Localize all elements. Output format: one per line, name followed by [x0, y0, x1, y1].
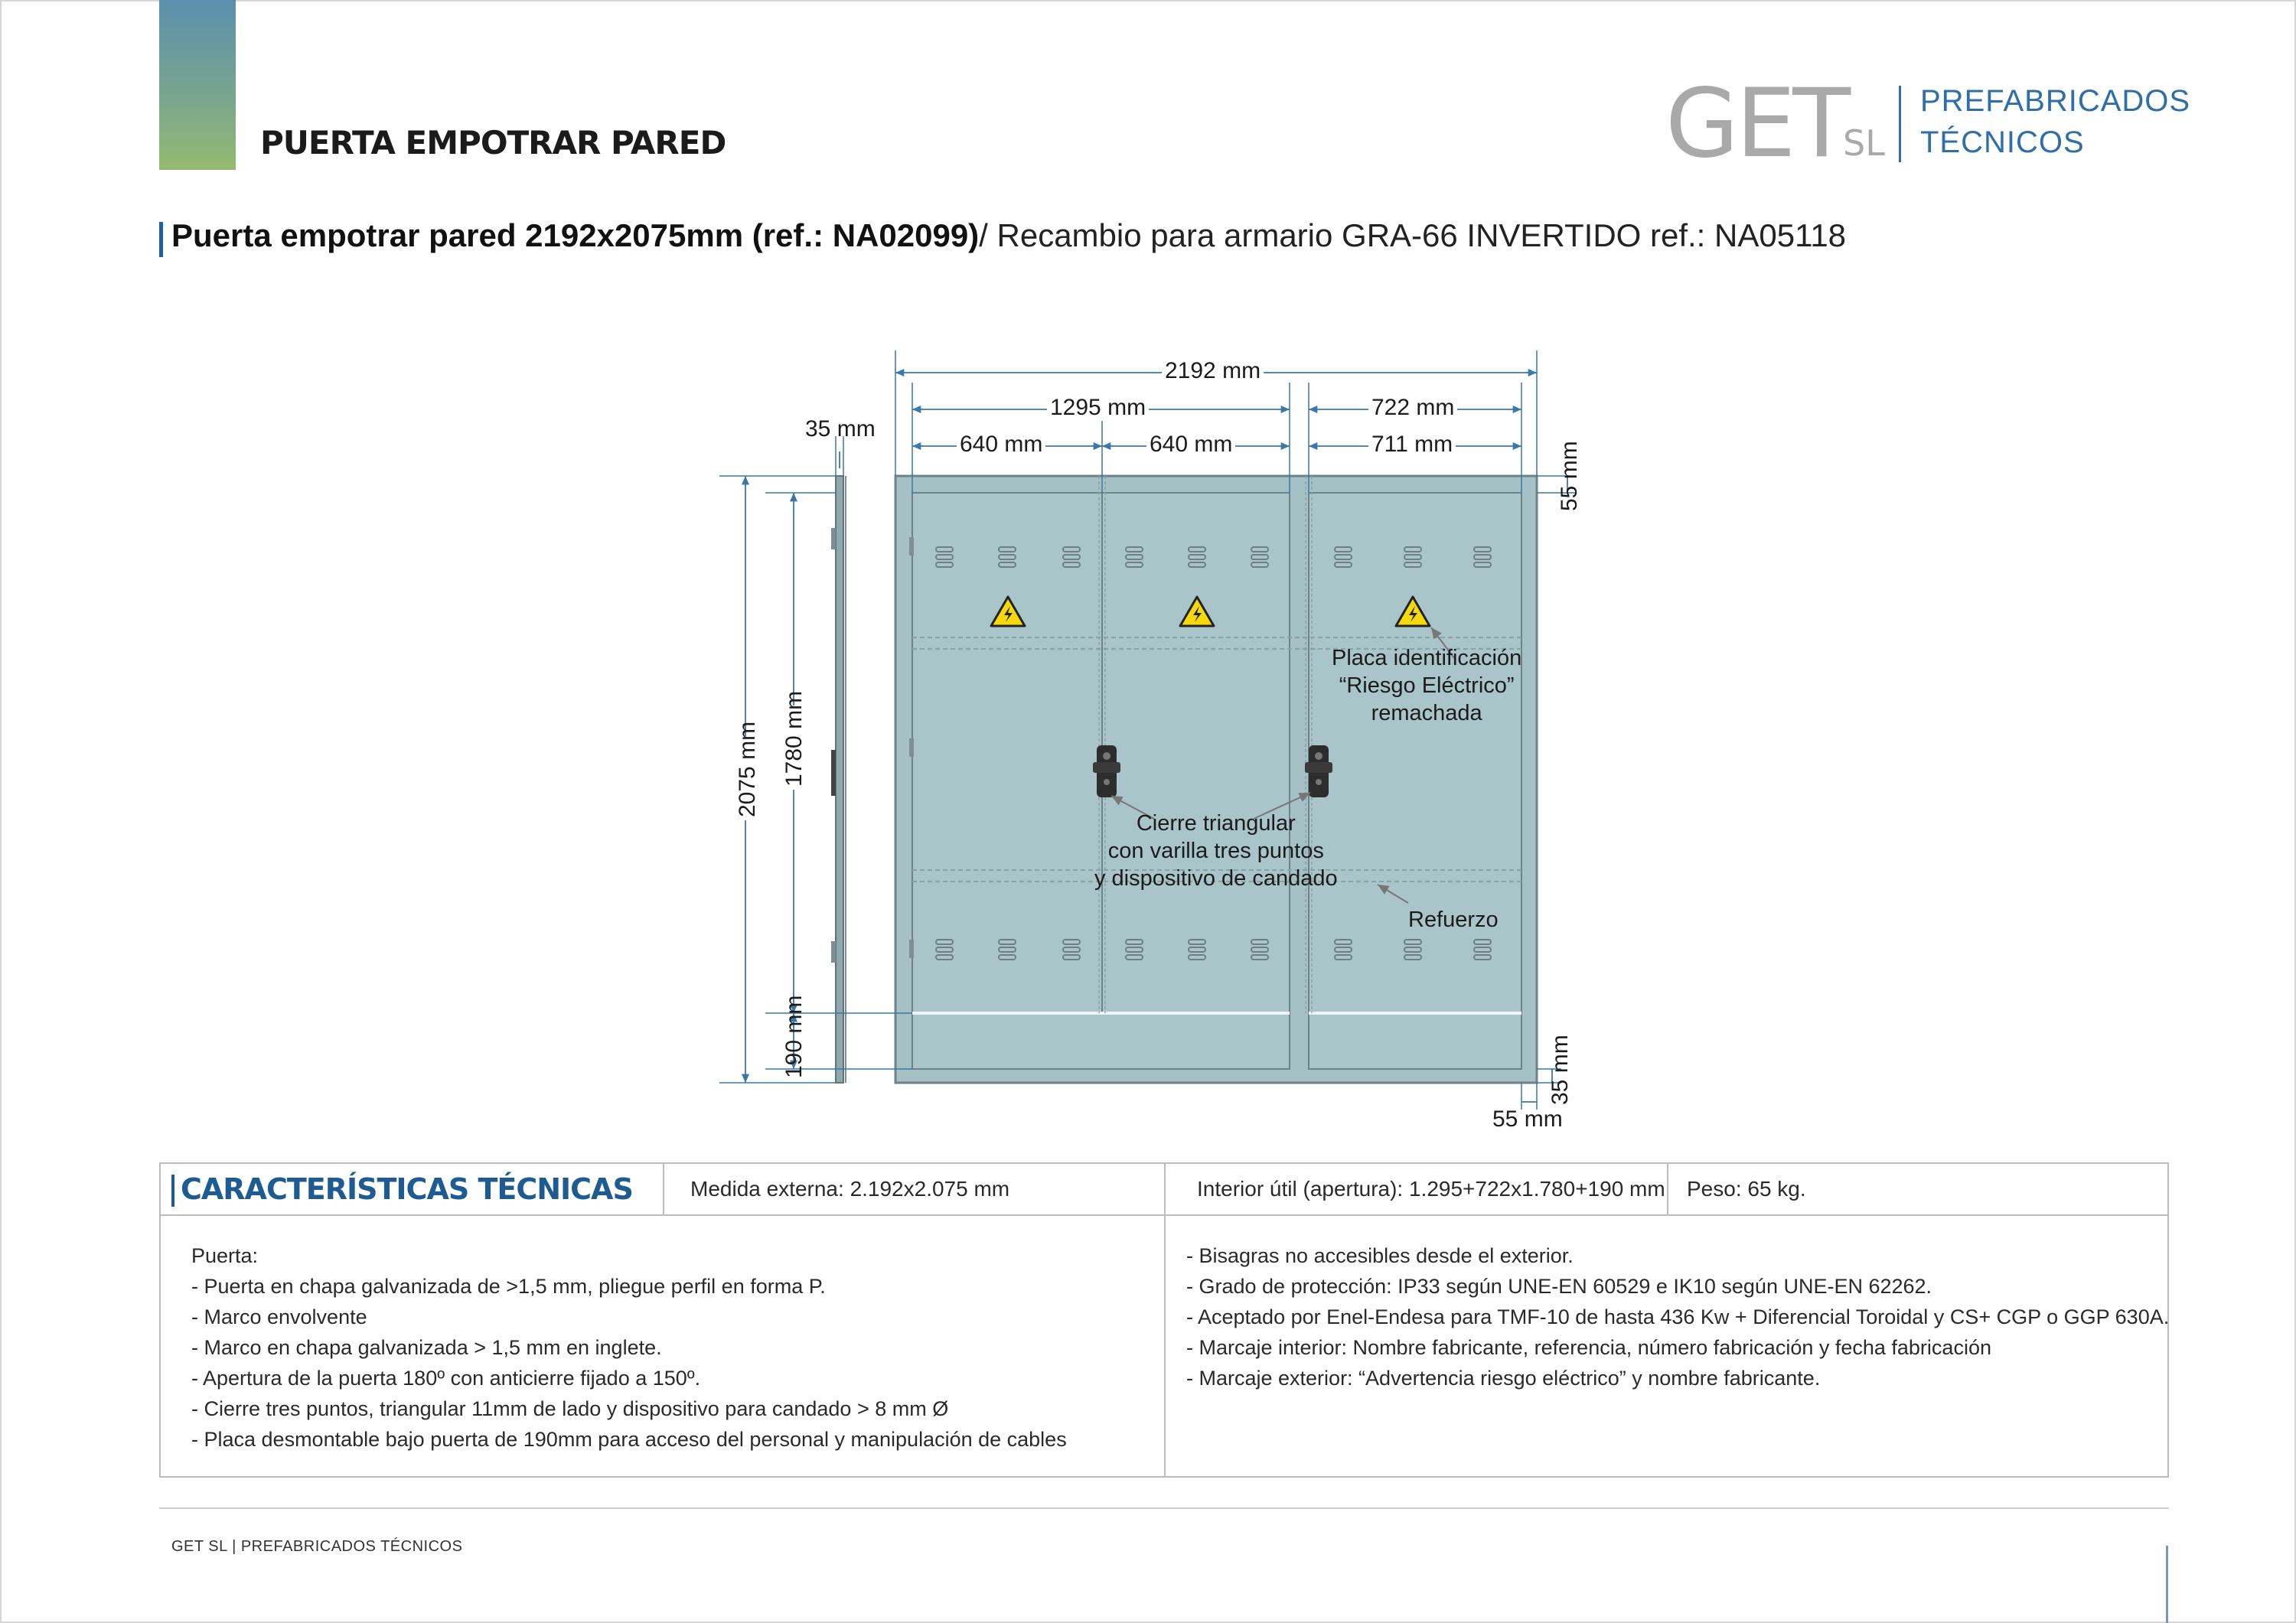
dim-left-doors-width: 1295 mm — [1047, 395, 1149, 421]
bottom-plate-right — [1309, 1013, 1521, 1069]
dim-frame-side: 35 mm — [805, 416, 876, 442]
spec-item: - Aceptado por Enel-Endesa para TMF-10 de hasta 436 Kw + Diferencial Toroidal y CS+ CGP o GGP 630A. — [1186, 1305, 2170, 1328]
dim-right-inner-width: 711 mm — [1368, 432, 1456, 458]
annotation-id-plate: Placa identificación “Riesgo Eléctrico” remachada — [1332, 646, 1522, 725]
dim-bottom-right-vertical: 35 mm — [1548, 1035, 1573, 1105]
specs-left-list — [191, 1240, 1067, 1455]
spec-item: - Placa desmontable bajo puerta de 190mm para acceso del personal y manipulación de cables — [191, 1428, 1067, 1451]
door-panel-2 — [1102, 493, 1290, 1013]
company-logo — [1665, 69, 2191, 179]
dim-door-b-width: 640 mm — [1146, 432, 1235, 458]
spec-item: - Puerta en chapa galvanizada de >1,5 mm, pliegue perfil en forma P. — [191, 1275, 826, 1298]
footer-accent — [2166, 1546, 2168, 1623]
logo-mark: GET — [1665, 69, 1848, 179]
spec-item: Puerta: — [191, 1244, 259, 1267]
door-panel-1 — [912, 493, 1102, 1013]
dim-right-door-width: 722 mm — [1368, 395, 1457, 421]
logo-tagline-2: TÉCNICOS — [1920, 125, 2085, 159]
spec-item: - Marco envolvente — [191, 1305, 367, 1328]
dim-total-width: 2192 mm — [1162, 358, 1264, 384]
door-panel-3 — [1309, 493, 1521, 1013]
spec-item: - Marcaje exterior: “Advertencia riesgo eléctrico” y nombre fabricante. — [1186, 1367, 1821, 1390]
footer-divider — [159, 1507, 2169, 1509]
subtitle-accent — [159, 222, 163, 257]
spec-item: - Marco en chapa galvanizada > 1,5 mm en inglete. — [191, 1336, 662, 1359]
logo-divider — [1899, 86, 1901, 162]
document-title: PUERTA EMPOTRAR PARED — [260, 124, 726, 161]
product-subtitle — [171, 217, 1846, 254]
annotation-reinforcement: Refuerzo — [1408, 908, 1499, 932]
spec-weight: Peso: 65 kg. — [1687, 1177, 1806, 1201]
spec-interior-size: Interior útil (apertura): 1.295+722x1.780+190 mm — [1197, 1177, 1665, 1201]
annotation-lock: Cierre triangular con varilla tres puntos y dispositivo de candado — [1094, 811, 1338, 891]
logo-sl: SL — [1843, 122, 1885, 164]
dim-door-a-width: 640 mm — [957, 432, 1045, 458]
spec-item: - Bisagras no accesibles desde el exterior. — [1186, 1244, 1574, 1267]
door-lock-2 — [1305, 745, 1332, 797]
side-profile — [836, 476, 843, 1083]
dim-bottom-plate-height: 190 mm — [781, 995, 807, 1078]
specs-header-row — [161, 1164, 2167, 1216]
footer-text: GET SL | PREFABRICADOS TÉCNICOS — [171, 1538, 463, 1555]
dim-door-height: 1780 mm — [781, 706, 807, 790]
product-replacement-note: / Recambio para armario GRA-66 INVERTIDO ref.: NA05118 — [979, 217, 1847, 253]
dim-bottom-right-horizontal: 55 mm — [1492, 1106, 1563, 1132]
spec-item: - Marcaje interior: Nombre fabricante, referencia, número fabricación y fecha fabricación — [1186, 1336, 1991, 1359]
dim-total-height: 2075 mm — [735, 736, 761, 820]
spec-item: - Apertura de la puerta 180º con anticierre fijado a 150º. — [191, 1367, 701, 1390]
spec-external-size: Medida externa: 2.192x2.075 mm — [690, 1177, 1010, 1201]
door-lock-1 — [1093, 745, 1120, 797]
specs-right-list — [1186, 1240, 2169, 1393]
dim-top-frame: 55 mm — [1557, 441, 1582, 511]
technical-drawing — [689, 337, 1592, 1148]
header-accent-bar — [159, 0, 236, 170]
spec-item: - Cierre tres puntos, triangular 11mm de lado y dispositivo para candado > 8 mm Ø — [191, 1397, 949, 1420]
specs-heading: CARACTERÍSTICAS TÉCNICAS — [181, 1172, 633, 1206]
product-name: Puerta empotrar pared 2192x2075mm (ref.: NA02099) — [171, 217, 980, 253]
technical-specs-table — [159, 1162, 2169, 1478]
specs-column-divider — [1164, 1216, 1166, 1478]
spec-item: - Grado de protección: IP33 según UNE-EN 60529 e IK10 según UNE-EN 62262. — [1186, 1275, 1932, 1298]
specs-heading-accent — [171, 1175, 174, 1207]
logo-tagline-1: PREFABRICADOS — [1920, 84, 2191, 118]
door-drawing-svg — [689, 337, 1592, 1148]
bottom-plate-left — [912, 1013, 1290, 1069]
